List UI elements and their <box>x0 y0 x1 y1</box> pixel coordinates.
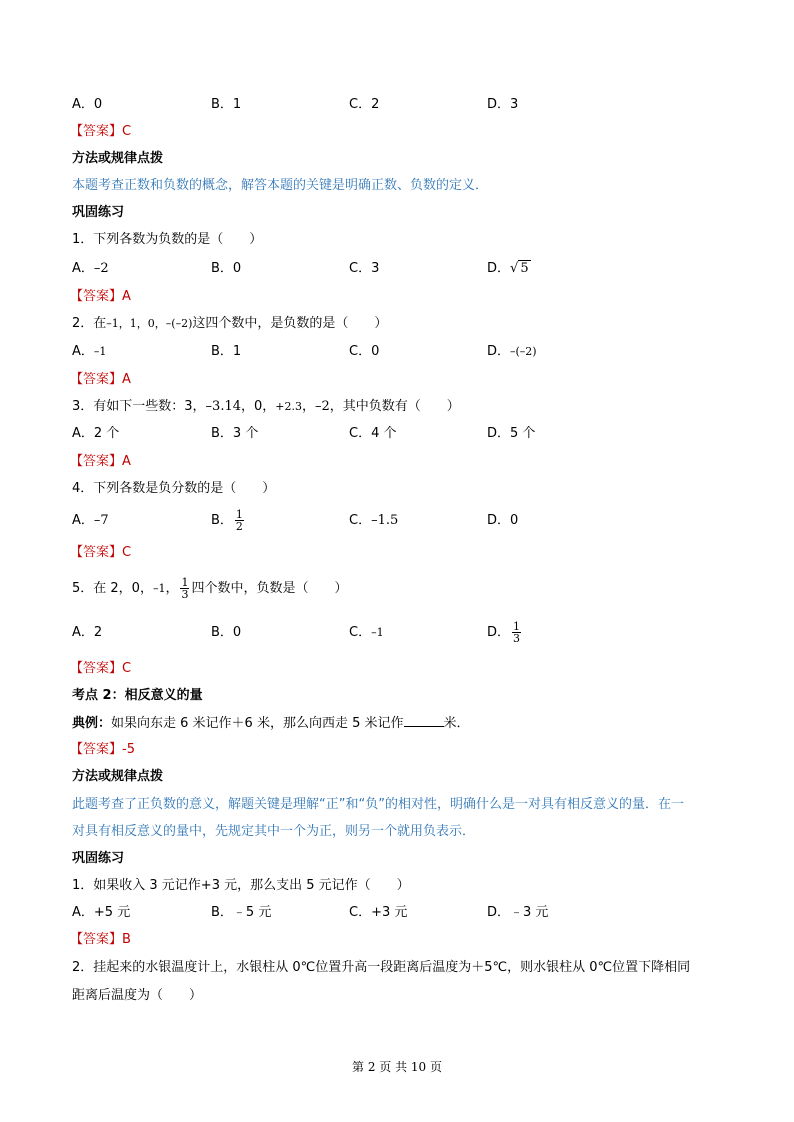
option-b <box>211 258 241 280</box>
fraction <box>180 577 189 600</box>
option-value: –2 <box>93 261 109 276</box>
question-5-options <box>72 614 692 652</box>
option-label: D． <box>487 513 511 528</box>
option-d: D．3 <box>487 97 519 112</box>
stem-text: 3．有如下一些数：3， <box>72 399 206 414</box>
option-label: B． <box>211 344 233 359</box>
radicand: 5 <box>520 261 529 276</box>
option-a <box>72 614 102 652</box>
option-a <box>72 502 109 540</box>
practice-1-stem: 1．如果收入 3 元记作+3 元，那么支出 5 元记作（ ） <box>72 878 410 893</box>
numerator: 1 <box>181 576 189 589</box>
stem-number: –3.14 <box>205 399 241 414</box>
example-label: 典例： <box>72 716 112 731</box>
option-label: C． <box>349 625 372 640</box>
option-label: D． <box>487 261 511 276</box>
denominator: 2 <box>235 520 243 533</box>
option-value: –1 <box>93 345 107 358</box>
method-explanation: 本题考查正数和负数的概念，解答本题的关键是明确正数、负数的定义． <box>72 178 489 193</box>
option-label: A． <box>72 513 94 528</box>
option-c <box>349 341 379 363</box>
option-value: 0 <box>232 625 242 640</box>
example-text: 米． <box>443 716 470 731</box>
stem-text: ， <box>165 581 179 596</box>
sqrt-expression: √ 5 <box>510 261 529 276</box>
option-label: A． <box>72 344 94 359</box>
option-label: B． <box>211 261 233 276</box>
option-d <box>487 258 531 280</box>
stem-text: 5．在 2，0， <box>72 581 153 596</box>
numerator: 1 <box>235 508 243 521</box>
answer-q0: 【答案】C <box>70 124 132 139</box>
option-d <box>487 614 523 652</box>
method-heading: 方法或规律点拨 <box>72 151 164 166</box>
stem-text: 2．在 <box>72 316 107 331</box>
option-c: C．+3 元 <box>349 905 408 920</box>
answer-q2: 【答案】A <box>70 372 131 387</box>
option-d: D．﹣3 元 <box>487 905 549 920</box>
answer-q4: 【答案】C <box>70 545 132 560</box>
option-label: B． <box>211 513 233 528</box>
answer-p1: 【答案】B <box>70 932 131 947</box>
question-1-stem: 1．下列各数为负数的是（ ） <box>72 232 263 247</box>
option-a: A．0 <box>72 97 103 112</box>
option-a: A．2 个 <box>72 426 120 441</box>
stem-text: ， <box>302 399 316 414</box>
stem-text: 这四个数中，是负数的是（ ） <box>192 316 388 331</box>
question-1-options <box>72 258 692 280</box>
option-value: 0 <box>232 261 242 276</box>
practice-1-options <box>72 902 692 924</box>
option-label: D． <box>487 625 511 640</box>
option-value: –1 <box>371 626 384 639</box>
option-value: 0 <box>510 513 519 528</box>
option-value: 0 <box>371 344 380 359</box>
answer-q3: 【答案】A <box>70 454 131 469</box>
option-b: B．﹣5 元 <box>211 905 272 920</box>
method-explanation-line-2: 对具有相反意义的量中，先规定其中一个为正，则另一个就用负表示． <box>72 824 476 839</box>
method-explanation-line-1: 此题考查了正负数的意义，解题关键是理解“正”和“负”的相对性，明确什么是一对具有相反意义的量．在一 <box>72 797 684 812</box>
option-label: C． <box>349 261 372 276</box>
answer-q5: 【答案】C <box>70 661 132 676</box>
option-value: –(–2) <box>510 345 537 358</box>
fraction <box>512 621 521 644</box>
fraction <box>235 509 244 532</box>
option-b: B．1 <box>211 97 242 112</box>
option-label: A． <box>72 261 94 276</box>
option-c <box>349 502 398 540</box>
option-label: D． <box>487 344 511 359</box>
option-a: A．+5 元 <box>72 905 131 920</box>
section-title-kaodian-2: 考点 2：相反意义的量 <box>72 688 203 703</box>
answer-example: 【答案】-5 <box>70 742 135 757</box>
question-2-options <box>72 341 692 363</box>
option-label: A． <box>72 625 94 640</box>
question-3-stem <box>72 396 734 418</box>
option-value: 1 <box>232 344 242 359</box>
question-3-options <box>72 423 692 445</box>
option-b <box>211 341 241 363</box>
option-a <box>72 258 109 280</box>
practice-2-stem-line-2: 距离后温度为（ ） <box>72 988 203 1003</box>
practice-heading: 巩固练习 <box>72 205 125 220</box>
option-c: C．2 <box>349 97 380 112</box>
option-d <box>487 341 537 363</box>
option-value: 2 <box>93 625 103 640</box>
method-heading: 方法或规律点拨 <box>72 769 164 784</box>
option-value: –7 <box>93 513 109 528</box>
option-c <box>349 614 384 652</box>
option-value: –1.5 <box>371 513 399 528</box>
stem-number: –2 <box>315 399 330 414</box>
example-text: 如果向东走 6 米记作＋6 米，那么向西走 5 米记作 <box>111 716 404 731</box>
stem-text: ，0， <box>241 399 276 414</box>
page-footer: 第 2 页 共 10 页 <box>352 1060 442 1074</box>
option-c <box>349 258 379 280</box>
question-4-options <box>72 502 692 540</box>
stem-numbers: –1，1，0，–(–2) <box>106 317 193 330</box>
option-b <box>211 502 246 540</box>
option-label: B． <box>211 625 233 640</box>
denominator: 3 <box>181 588 189 601</box>
option-d: D．5 个 <box>487 426 536 441</box>
practice-2-stem-line-1: 2．挂起来的水银温度计上，水银柱从 0℃位置升高一段距离后温度为＋5℃，则水银柱从 0℃位置下降相同 <box>72 960 691 975</box>
question-2-stem <box>72 313 734 335</box>
example-question <box>72 712 734 734</box>
stem-number: –1 <box>152 582 166 595</box>
option-d <box>487 502 518 540</box>
option-a <box>72 341 106 363</box>
option-b: B．3 个 <box>211 426 259 441</box>
question-5-stem <box>72 570 734 608</box>
question-0-options <box>72 94 692 116</box>
option-value: 3 <box>371 261 380 276</box>
option-c: C．4 个 <box>349 426 397 441</box>
option-b <box>211 614 241 652</box>
numerator: 1 <box>513 620 521 633</box>
stem-number: +2.3 <box>275 400 302 413</box>
denominator: 3 <box>513 632 521 645</box>
question-4-stem: 4．下列各数是负分数的是（ ） <box>72 481 276 496</box>
answer-q1: 【答案】A <box>70 289 131 304</box>
practice-heading: 巩固练习 <box>72 851 125 866</box>
stem-text: ，其中负数有（ ） <box>329 399 460 414</box>
option-label: C． <box>349 344 372 359</box>
stem-text: 四个数中，负数是（ ） <box>191 581 348 596</box>
answer-blank <box>404 712 444 727</box>
option-label: C． <box>349 513 372 528</box>
